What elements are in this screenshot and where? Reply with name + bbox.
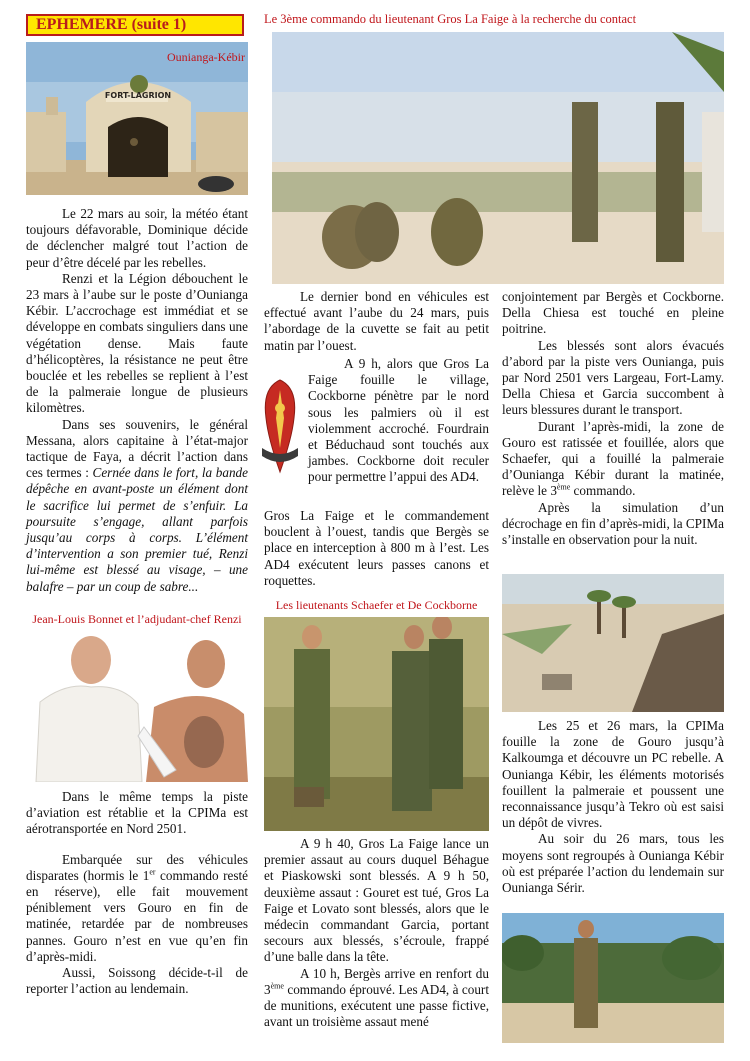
column-2-text (264, 289, 489, 354)
section-title: EPHEMERE (suite 1) (26, 14, 244, 36)
text-span: commando éprouvé. Les AD4, à court de munitions, exécutent une passe fictive, avant un troisième assaut mené (264, 981, 489, 1030)
bonnet-photo (26, 632, 248, 782)
superscript: er (149, 867, 156, 877)
text-span: Durant l’après-midi, la zone de Gouro est ratissée et fouillée, alors que Schaefer, qui a fouillé la palmeraie d’Ounianga Kébir durant la matinée, relève le 3 (502, 418, 724, 499)
paragraph: Les blessés sont alors évacués d’abord par la piste vers Ounianga, puis par Nord 2501 vers Largeau, Fort-Lamy. Della Chiesa et Garcia succombent à leurs blessures durant le transport. (502, 337, 724, 418)
paragraph: conjointement par Bergès et Cockborne. Della Chiesa est touché en pleine poitrine. (502, 289, 724, 337)
paragraph (26, 852, 248, 965)
fort-photo-caption: Ounianga-Kébir (167, 50, 245, 64)
fort-sign-text: FORT-LAGRION (104, 91, 172, 100)
paragraph: Après la simulation d’un décrochage en fin d’après-midi, la CPIMa s’installe en observation pour la nuit. (502, 499, 724, 548)
paragraph: Gros La Faige et le commandement bouclent à l’ouest, tandis que Bergès se place en interception à 800 m à l’est. Les AD4 exécutent leurs passes canons et roquettes. (264, 508, 489, 588)
commando-photo (272, 32, 724, 284)
top-photo-caption: Le 3ème commando du lieutenant Gros La Faige à la recherche du contact (264, 12, 637, 26)
paragraph: Dans le même temps la piste d’aviation est rétablie et la CPIMa est aérotransportée en Nord 2501. (26, 789, 248, 837)
officers-photo (264, 617, 489, 831)
quote-intro: Dans ses souvenirs, le général Messana, alors capitaine à l’état-major tactique de Faya, a décrit l’action dans ces termes : (26, 416, 248, 481)
paragraph (26, 417, 248, 595)
paragraph: Les 25 et 26 mars, la CPIMa fouille la zone de Gouro jusqu’à Kalkoumga et découvre un PC rebelle. A Ounianga Kébir, les éléments motorisés fouillent la palmeraie et poussent une reconnaissance jusqu’à Tekro où est saisi un dépôt de vivres. (502, 718, 724, 831)
quote-text: Cernée dans le fort, la bande dépêche en avant-poste un élément dont le sacrifice lui permet de s’enfuir. La poursuite s’engage, allant parfois jusqu’au corps à corps. L’élément d’intervention a son premier tué, Renzi lui-même est blessé au visage, – une balafre – par un coup de sabre... (26, 465, 248, 594)
column-2-text-b (264, 508, 489, 589)
column-3-text-b (502, 718, 724, 896)
insignia-badge (254, 378, 306, 476)
superscript: ème (556, 483, 571, 493)
paragraph: A 9 h 40, Gros La Faige lance un premier assaut au cours duquel Béhague et Piaskowski sont blessés. A 9 h 50, deuxième assaut : Gouret est tué, Gros La Faige et Lovato sont blessés, alors que le médecin commandant Garcia, portant secours aux blessés, s’écroule, frappé d’une balle dans la tête. (264, 836, 489, 965)
soldier-photo (502, 913, 724, 1043)
paragraph: A 9 h, alors que Gros La Faige fouille le village, Cockborne pénètre par le nord sous les palmiers où il est violemment accroché. Fourdrain et Béduchaud sont touchés aux jambes. Cockborne doit reculer pour permettre l’appui des AD4. (308, 356, 489, 485)
paragraph: Aussi, Soissong décide-t-il de reporter l’action au lendemain. (26, 965, 248, 997)
text-span: commando resté en réserve), elle fait mouvement péniblement vers Gouro en fin de matinée, retardée par de nombreuses pannes. Gouro n’est en vue qu’en fin d’après-midi. (26, 867, 248, 964)
paragraph: Le dernier bond en véhicules est effectué avant l’aube du 24 mars, puis l’abordage de la cuvette se fait au petit matin par l’ouest. (264, 289, 489, 353)
paragraph (264, 966, 489, 1031)
text-span: A 10 h, Bergès arrive en renfort du 3 (264, 965, 489, 997)
text-span: commando. (570, 483, 636, 499)
paragraph (502, 419, 724, 500)
column-2-text-c (264, 836, 489, 1030)
column-1-text (26, 206, 248, 595)
text-span: Embarquée sur des véhicules disparates (hormis le 1 (26, 851, 248, 883)
column-3-text (502, 289, 724, 548)
paragraph: Au soir du 26 mars, tous les moyens sont regroupés à Ounianga Kébir où est préparée l’action du lendemain sur Ounianga Sérir. (502, 831, 724, 896)
palm-landscape-photo (502, 574, 724, 712)
officers-photo-caption: Les lieutenants Schaefer et De Cockborne (275, 598, 478, 612)
bonnet-photo-caption: Jean-Louis Bonnet et l’adjudant-chef Renzi (32, 612, 242, 626)
superscript: ème (270, 981, 284, 991)
paragraph: Renzi et la Légion débouchent le 23 mars à l’aube sur le poste d’Ounianga Kébir. L’accrochage est immédiat et se développe en combats singuliers dans une végétation dense. Mais faute d’hélicoptères, la résistance ne peut être bouclée et les rebelles se replient à l’est de la palmeraie longue de plusieurs kilomètres. (26, 270, 248, 416)
paragraph: Le 22 mars au soir, la météo étant toujours défavorable, Dominique décide de déclencher malgré tout l’action de peur d’être décelé par les rebelles. (26, 206, 248, 270)
column-2-text-wrap (308, 356, 489, 486)
column-1-text-lower (26, 789, 248, 997)
